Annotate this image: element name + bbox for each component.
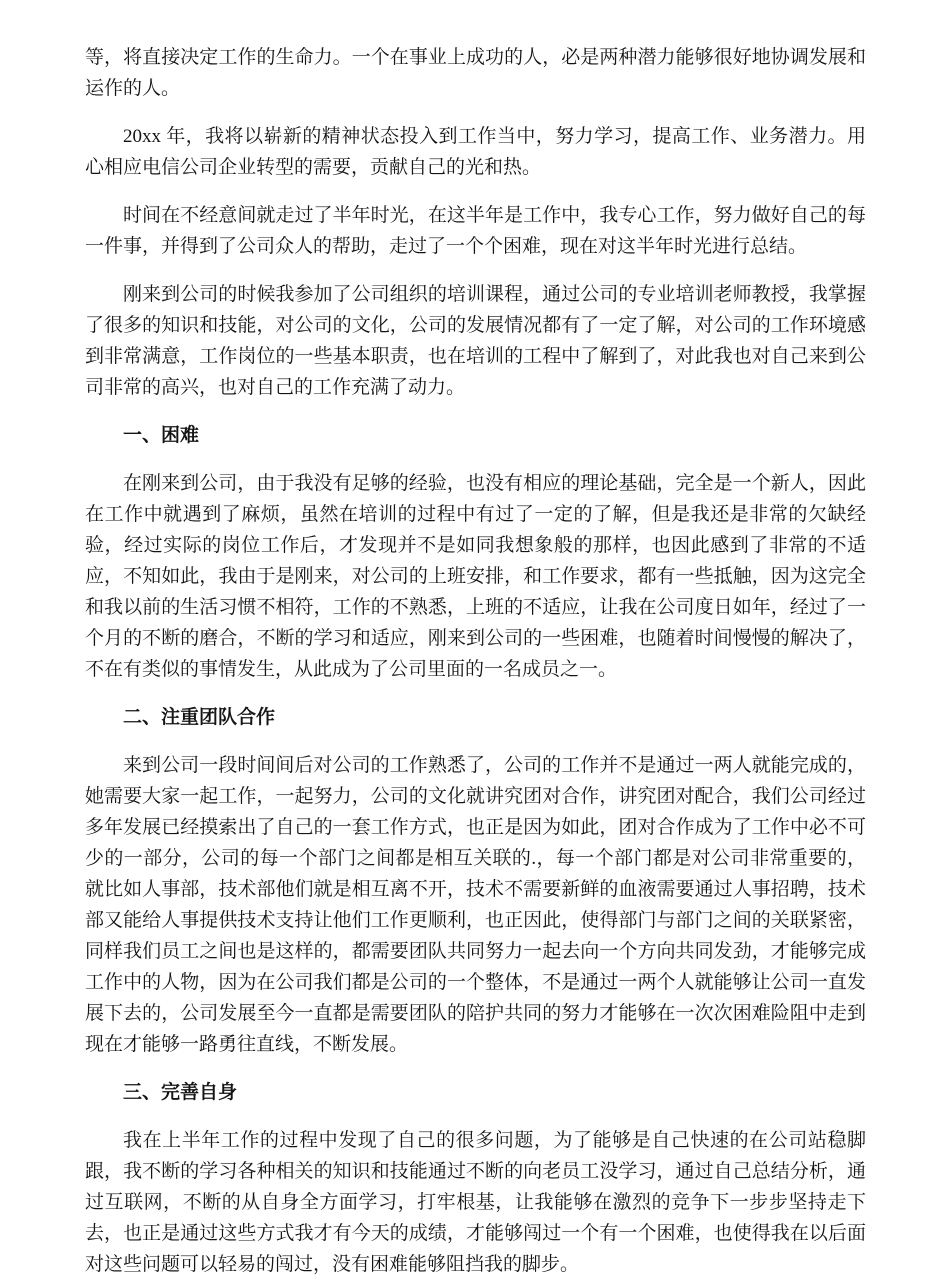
paragraph: 20xx 年，我将以崭新的精神状态投入到工作当中，努力学习，提高工作、业务潜力。用心相应电信公司企业转型的需要，贡献自己的光和热。: [85, 126, 866, 178]
paragraph: 我在上半年工作的过程中发现了自己的很多问题，为了能够是自己快速的在公司站稳脚跟，我不断的学习各种相关的知识和技能通过不断的向老员工没学习，通过自己总结分析，通过互联网，不断的从自身全方面学习，打牢根基，让我能够在激烈的竞争下一步步坚持走下去，也正是通过这些方式我才有今天的成绩，才能够闯过一个有一个困难，也使得我在以后面对这些问题可以轻易的闯过，没有困难能够阻挡我的脚步。: [85, 1130, 866, 1275]
paragraph: 在刚来到公司，由于我没有足够的经验，也没有相应的理论基础，完全是一个新人，因此在工作中就遇到了麻烦，虽然在培训的过程中有过了一定的了解，但是我还是非常的欠缺经验，经过实际的岗位工作后，才发现并不是如同我想象般的那样，也因此感到了非常的不适应，不知如此，我由于是刚来，对公司的上班安排，和工作要求，都有一些抵触，因为这完全和我以前的生活习惯不相符，工作的不熟悉，上班的不适应，让我在公司度日如年，经过了一个月的不断的磨合，不断的学习和适应，刚来到公司的一些困难，也随着时间慢慢的解决了，不在有类似的事情发生，从此成为了公司里面的一名成员之一。: [85, 473, 866, 680]
section-heading-2: 二、注重团队合作: [123, 707, 276, 728]
paragraph: 刚来到公司的时候我参加了公司组织的培训课程，通过公司的专业培训老师教授，我掌握了很多的知识和技能，对公司的文化，公司的发展情况都有了一定了解，对公司的工作环境感到非常满意，工作岗位的一些基本职责，也在培训的工程中了解到了，对此我也对自己来到公司非常的高兴，也对自己的工作充满了动力。: [85, 284, 866, 398]
paragraph: 等，将直接决定工作的生命力。一个在事业上成功的人，必是两种潜力能够很好地协调发展和运作的人。: [85, 47, 866, 99]
paragraph: 来到公司一段时间间后对公司的工作熟悉了，公司的工作并不是通过一两人就能完成的，她需要大家一起工作，一起努力，公司的文化就讲究团对合作，讲究团对配合，我们公司经过多年发展已经摸索出了自己的一套工作方式，也正是因为如此，团对合作成为了工作中必不可少的一部分，公司的每一个部门之间都是相互关联的.，每一个部门都是对公司非常重要的，就比如人事部，技术部他们就是相互离不开，技术不需要新鲜的血液需要通过人事招聘，技术部又能给人事提供技术支持让他们工作更顺利，也正因此，使得部门与部门之间的关联紧密，同样我们员工之间也是这样的，都需要团队共同努力一起去向一个方向共同发劲，才能够完成工作中的人物，因为在公司我们都是公司的一个整体，不是通过一两个人就能够让公司一直发展下去的，公司发展至今一直都是需要团队的陪护共同的努力才能够在一次次困难险阻中走到现在才能够一路勇往直线，不断发展。: [85, 755, 866, 1055]
section-heading-1: 一、困难: [123, 425, 200, 446]
document-content: [85, 42, 866, 1280]
section-heading-3: 三、完善自身: [123, 1082, 238, 1103]
paragraph: 时间在不经意间就走过了半年时光，在这半年是工作中，我专心工作，努力做好自己的每一件事，并得到了公司众人的帮助，走过了一个个困难，现在对这半年时光进行总结。: [85, 205, 866, 257]
